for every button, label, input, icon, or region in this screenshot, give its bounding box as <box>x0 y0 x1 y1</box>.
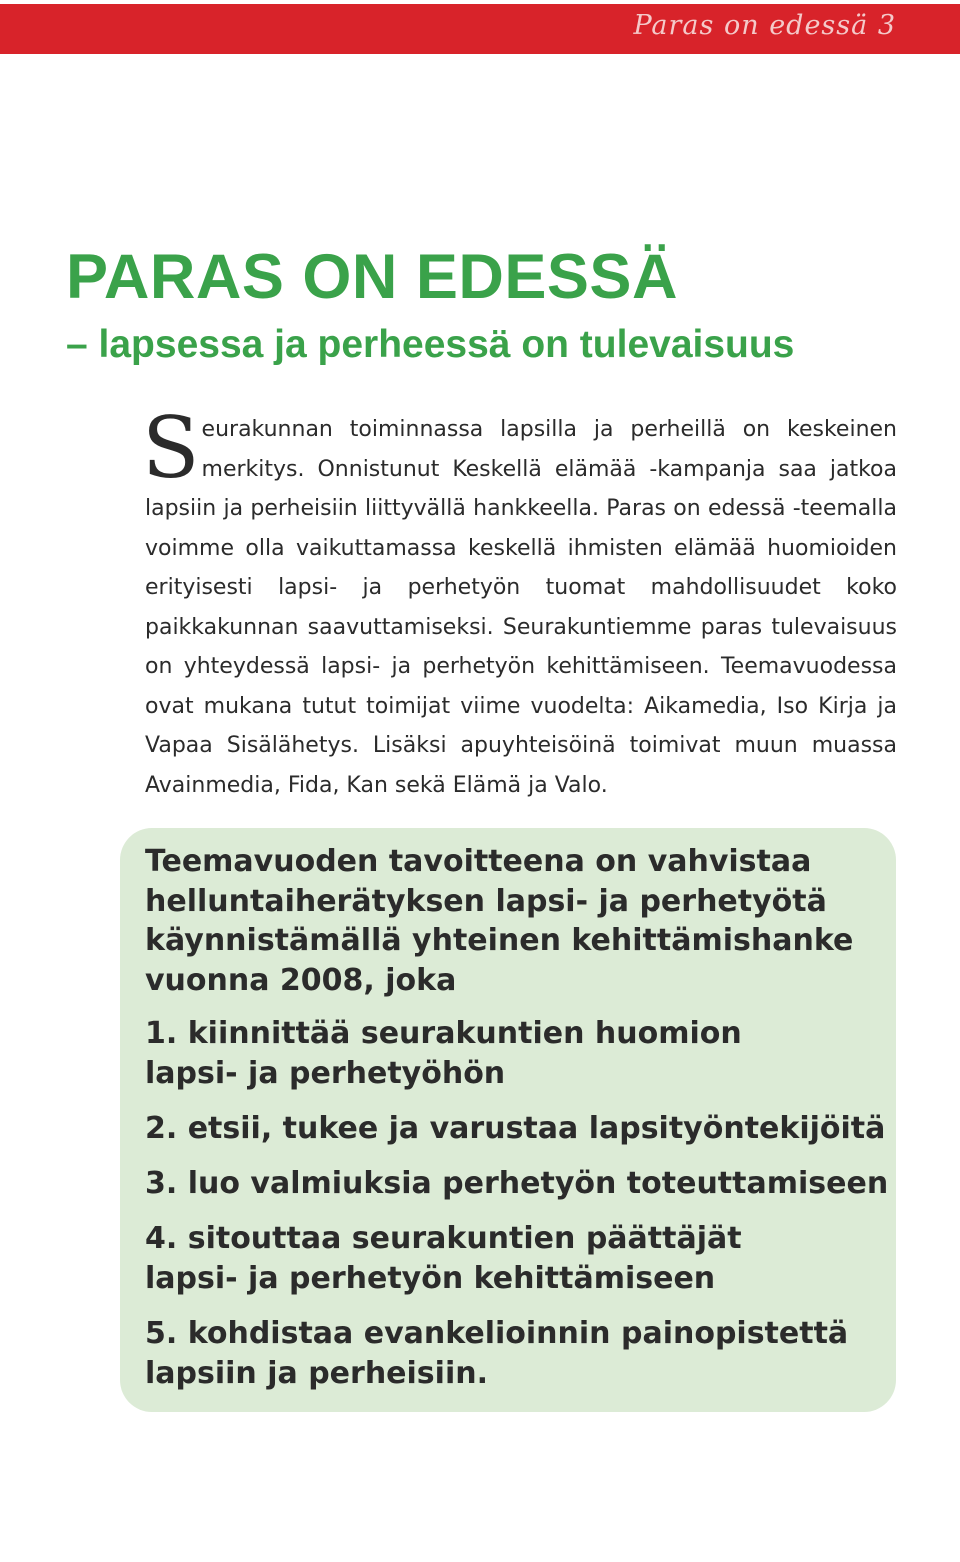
page-subtitle: – lapsessa ja perheessä on tulevaisuus <box>66 323 795 366</box>
goal-item <box>145 1014 865 1094</box>
intro-text: eurakunnan toiminnassa lapsilla ja perheillä on keskeinen merkitys. Onnistunut Keskellä elämää -kampanja saa jatkoa lapsiin ja perheisiin liittyvällä hankkeella. Paras on edessä -teemalla voimme olla vaikuttamassa keskellä ihmisten elämää huomioiden erityisesti lapsi- ja perhetyön tuomat mahdollisuudet koko paikkakunnan saavuttamiseksi. Seurakuntiemme paras tulevaisuus on yhteydessä lapsi- ja perhetyön kehittämiseen. Teemavuodessa ovat mukana tutut toimijat viime vuodelta: Aikamedia, Iso Kirja ja Vapaa Sisälähetys. Lisäksi apuyhteisöinä toimivat muun muassa Avainmedia, Fida, Kan sekä Elämä ja Valo. <box>145 417 897 798</box>
goal-item <box>145 1219 865 1299</box>
goal-item-line: lapsiin ja perheisiin. <box>145 1356 488 1391</box>
goal-item <box>145 1314 865 1394</box>
page-title: PARAS ON EDESSÄ <box>66 242 678 312</box>
goal-item-line: 2. etsii, tukee ja varustaa lapsityöntekijöitä <box>145 1111 886 1146</box>
goals-lead: Teemavuoden tavoitteena on vahvistaa helluntaiherätyksen lapsi- ja perhetyötä käynnistämällä yhteinen kehittämishanke vuonna 2008, joka <box>145 844 854 998</box>
goal-item-line: lapsi- ja perhetyön kehittämiseen <box>145 1261 716 1296</box>
goal-item-line: 5. kohdistaa evankelioinnin painopistettä <box>145 1316 849 1351</box>
goal-item-line: 3. luo valmiuksia perhetyön toteuttamiseen <box>145 1166 889 1201</box>
goals-list <box>145 1014 889 1409</box>
intro-paragraph <box>142 399 897 805</box>
goal-item-line: lapsi- ja perhetyöhön <box>145 1056 506 1091</box>
drop-cap: S <box>142 399 200 497</box>
goal-item <box>145 1164 889 1204</box>
goal-item <box>145 1109 886 1149</box>
goal-item-line: 4. sitouttaa seurakuntien päättäjät <box>145 1221 742 1256</box>
running-head: Paras on edessä 3 <box>633 10 896 41</box>
goal-item-line: 1. kiinnittää seurakuntien huomion <box>145 1016 742 1051</box>
